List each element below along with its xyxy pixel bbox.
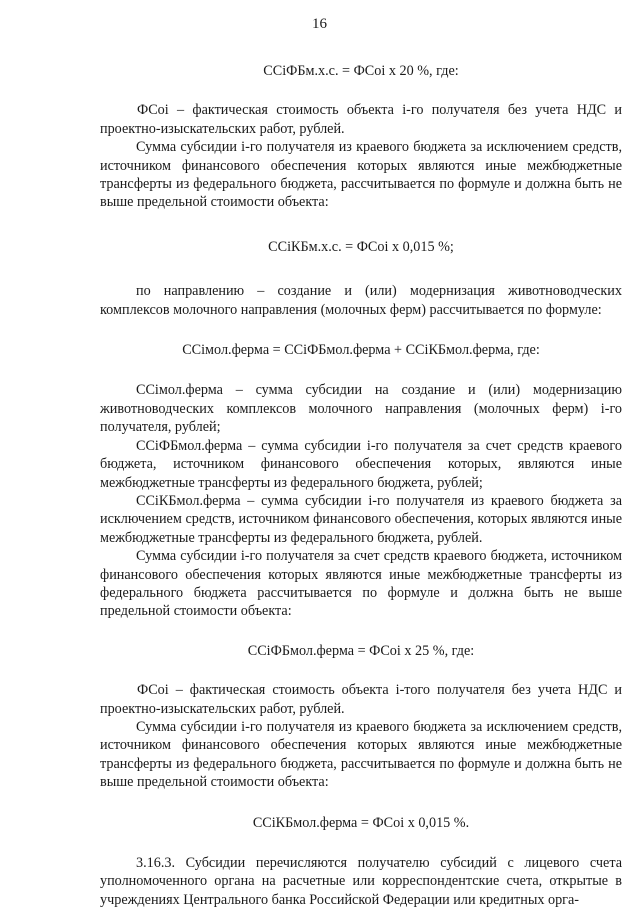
definition-fsoi: ФСоi – фактическая стоимость объекта i-го получателя без учета НДС и проектно-изыскательских работ, рублей. [100,102,622,137]
formula-ss-kb-mol-ferma: ССiКБмол.ферма = ФСоi х 0,015 %. [252,814,470,831]
definition-ss-kb-mol-ferma: ССiКБмол.ферма – сумма субсидии i-го получателя из краевого бюджета за исключением средств, источником финансового обеспечения, которых являются иные межбюджетные трансферты из федерального бюджета, рублей. [100,492,622,546]
paragraph-subsidy-fb-mol-ferma: Сумма субсидии i-го получателя за счет средств краевого бюджета, источником финансового обеспечения которых являются иные межбюджетные трансферты из федерального бюджета рассчитывается по формуле и должна быть не выше предельной стоимости объекта: [100,548,622,620]
definition-fsoi-2: ФСоi – фактическая стоимость объекта i-того получателя без учета НДС и проектно-изыскательских работ, рублей. [100,682,622,717]
paragraph-direction-dairy: по направлению – создание и (или) модернизация животноводческих комплексов молочного направления (молочных ферм) рассчитывается по формуле: [100,283,622,318]
paragraph-subsidy-kb-mol-ferma: Сумма субсидии i-го получателя из краевого бюджета за исключением средств, источником финансового обеспечения которых являются иные межбюджетные трансферты из федерального бюджета, рассчитывается по формуле и должна быть не выше предельной стоимости объекта: [100,718,622,791]
definition-ss-mol-ferma: ССiмол.ферма – сумма субсидии на создание и (или) модернизацию животноводческих комплексов молочного направления (молочных ферм) i-го получателя, рублей; [100,382,622,436]
section-3-16-3: 3.16.3. Субсидии перечисляются получателю субсидий с лицевого счета уполномоченного органа на расчетные или корреспондентские счета, открытые в учреждениях Центрального банка Российской Федерации или кредитных орга- [100,855,622,908]
formula-ss-fb-mol-ferma: ССiФБмол.ферма = ФСоi х 25 %, где: [247,642,475,659]
page-body [100,62,622,909]
formula-ss-mol-ferma: ССiмол.ферма = ССiФБмол.ферма + ССiКБмол.ферма, где: [182,342,540,359]
definition-ss-fb-mol-ferma: ССiФБмол.ферма – сумма субсидии i-го получателя за счет средств краевого бюджета, источником финансового обеспечения которых, являются иные межбюджетные трансферты из федерального бюджета, рублей; [100,437,622,491]
page-number: 16 [312,16,327,32]
paragraph-subsidy-kb-mxs: Сумма субсидии i-го получателя из краевого бюджета за исключением средств, источником финансового обеспечения которых являются иные межбюджетные трансферты из федерального бюджета, рассчитывается по формуле и должна быть не выше предельной стоимости объекта: [100,139,622,211]
formula-ss-kb-mxs: ССiКБм.х.с. = ФСоi х 0,015 %; [268,238,454,255]
formula-ss-fb-mxs: ССiФБм.х.с. = ФСоi х 20 %, где: [263,63,459,79]
